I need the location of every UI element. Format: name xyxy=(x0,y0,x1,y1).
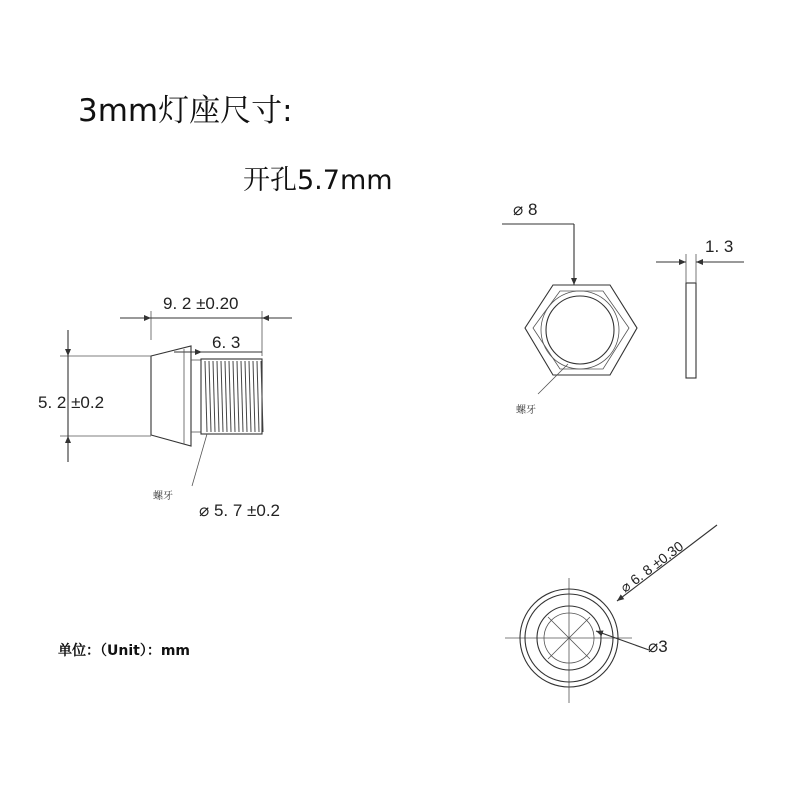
thread-length-dimension: 6. 3 xyxy=(212,333,241,352)
thread-line xyxy=(229,361,231,432)
thread-line xyxy=(237,361,239,432)
thread-line xyxy=(241,361,243,432)
thread-line xyxy=(213,361,215,432)
thread-diameter-dimension: ⌀ 5. 7 ±0.2 xyxy=(199,501,280,520)
nut-diameter-dimension: ⌀ 8 xyxy=(513,200,538,219)
nut-thickness-dimension: 1. 3 xyxy=(705,237,734,256)
inner-diameter-dimension: ⌀3 xyxy=(648,637,668,656)
thread-line xyxy=(233,361,235,432)
outer-diameter-dimension: ⌀ 6. 8 ±0.30 xyxy=(617,537,687,596)
thread-line xyxy=(221,361,223,432)
thread-line xyxy=(249,361,251,432)
front-view xyxy=(505,525,717,703)
mounting-hole-label: 开孔5.7mm xyxy=(243,165,393,196)
thread-note: 螺牙 xyxy=(153,491,173,502)
thread-line xyxy=(217,361,219,432)
thread-line xyxy=(253,361,255,432)
thread-line xyxy=(257,361,259,432)
height-dimension: 5. 2 ±0.2 xyxy=(38,393,105,412)
unit-label: 单位：（Unit）：mm xyxy=(58,643,191,659)
hex-nut-view xyxy=(502,200,744,416)
side-view xyxy=(38,294,292,520)
thread-hatching xyxy=(205,361,263,432)
overall-length-dimension: 9. 2 ±0.20 xyxy=(163,294,239,313)
thread-line xyxy=(225,361,227,432)
thread-line xyxy=(209,361,211,432)
nut-thread-note: 螺牙 xyxy=(516,405,536,416)
drawing-title: 3mm灯座尺寸: xyxy=(78,93,293,129)
thread-line xyxy=(205,361,207,432)
thread-line xyxy=(245,361,247,432)
